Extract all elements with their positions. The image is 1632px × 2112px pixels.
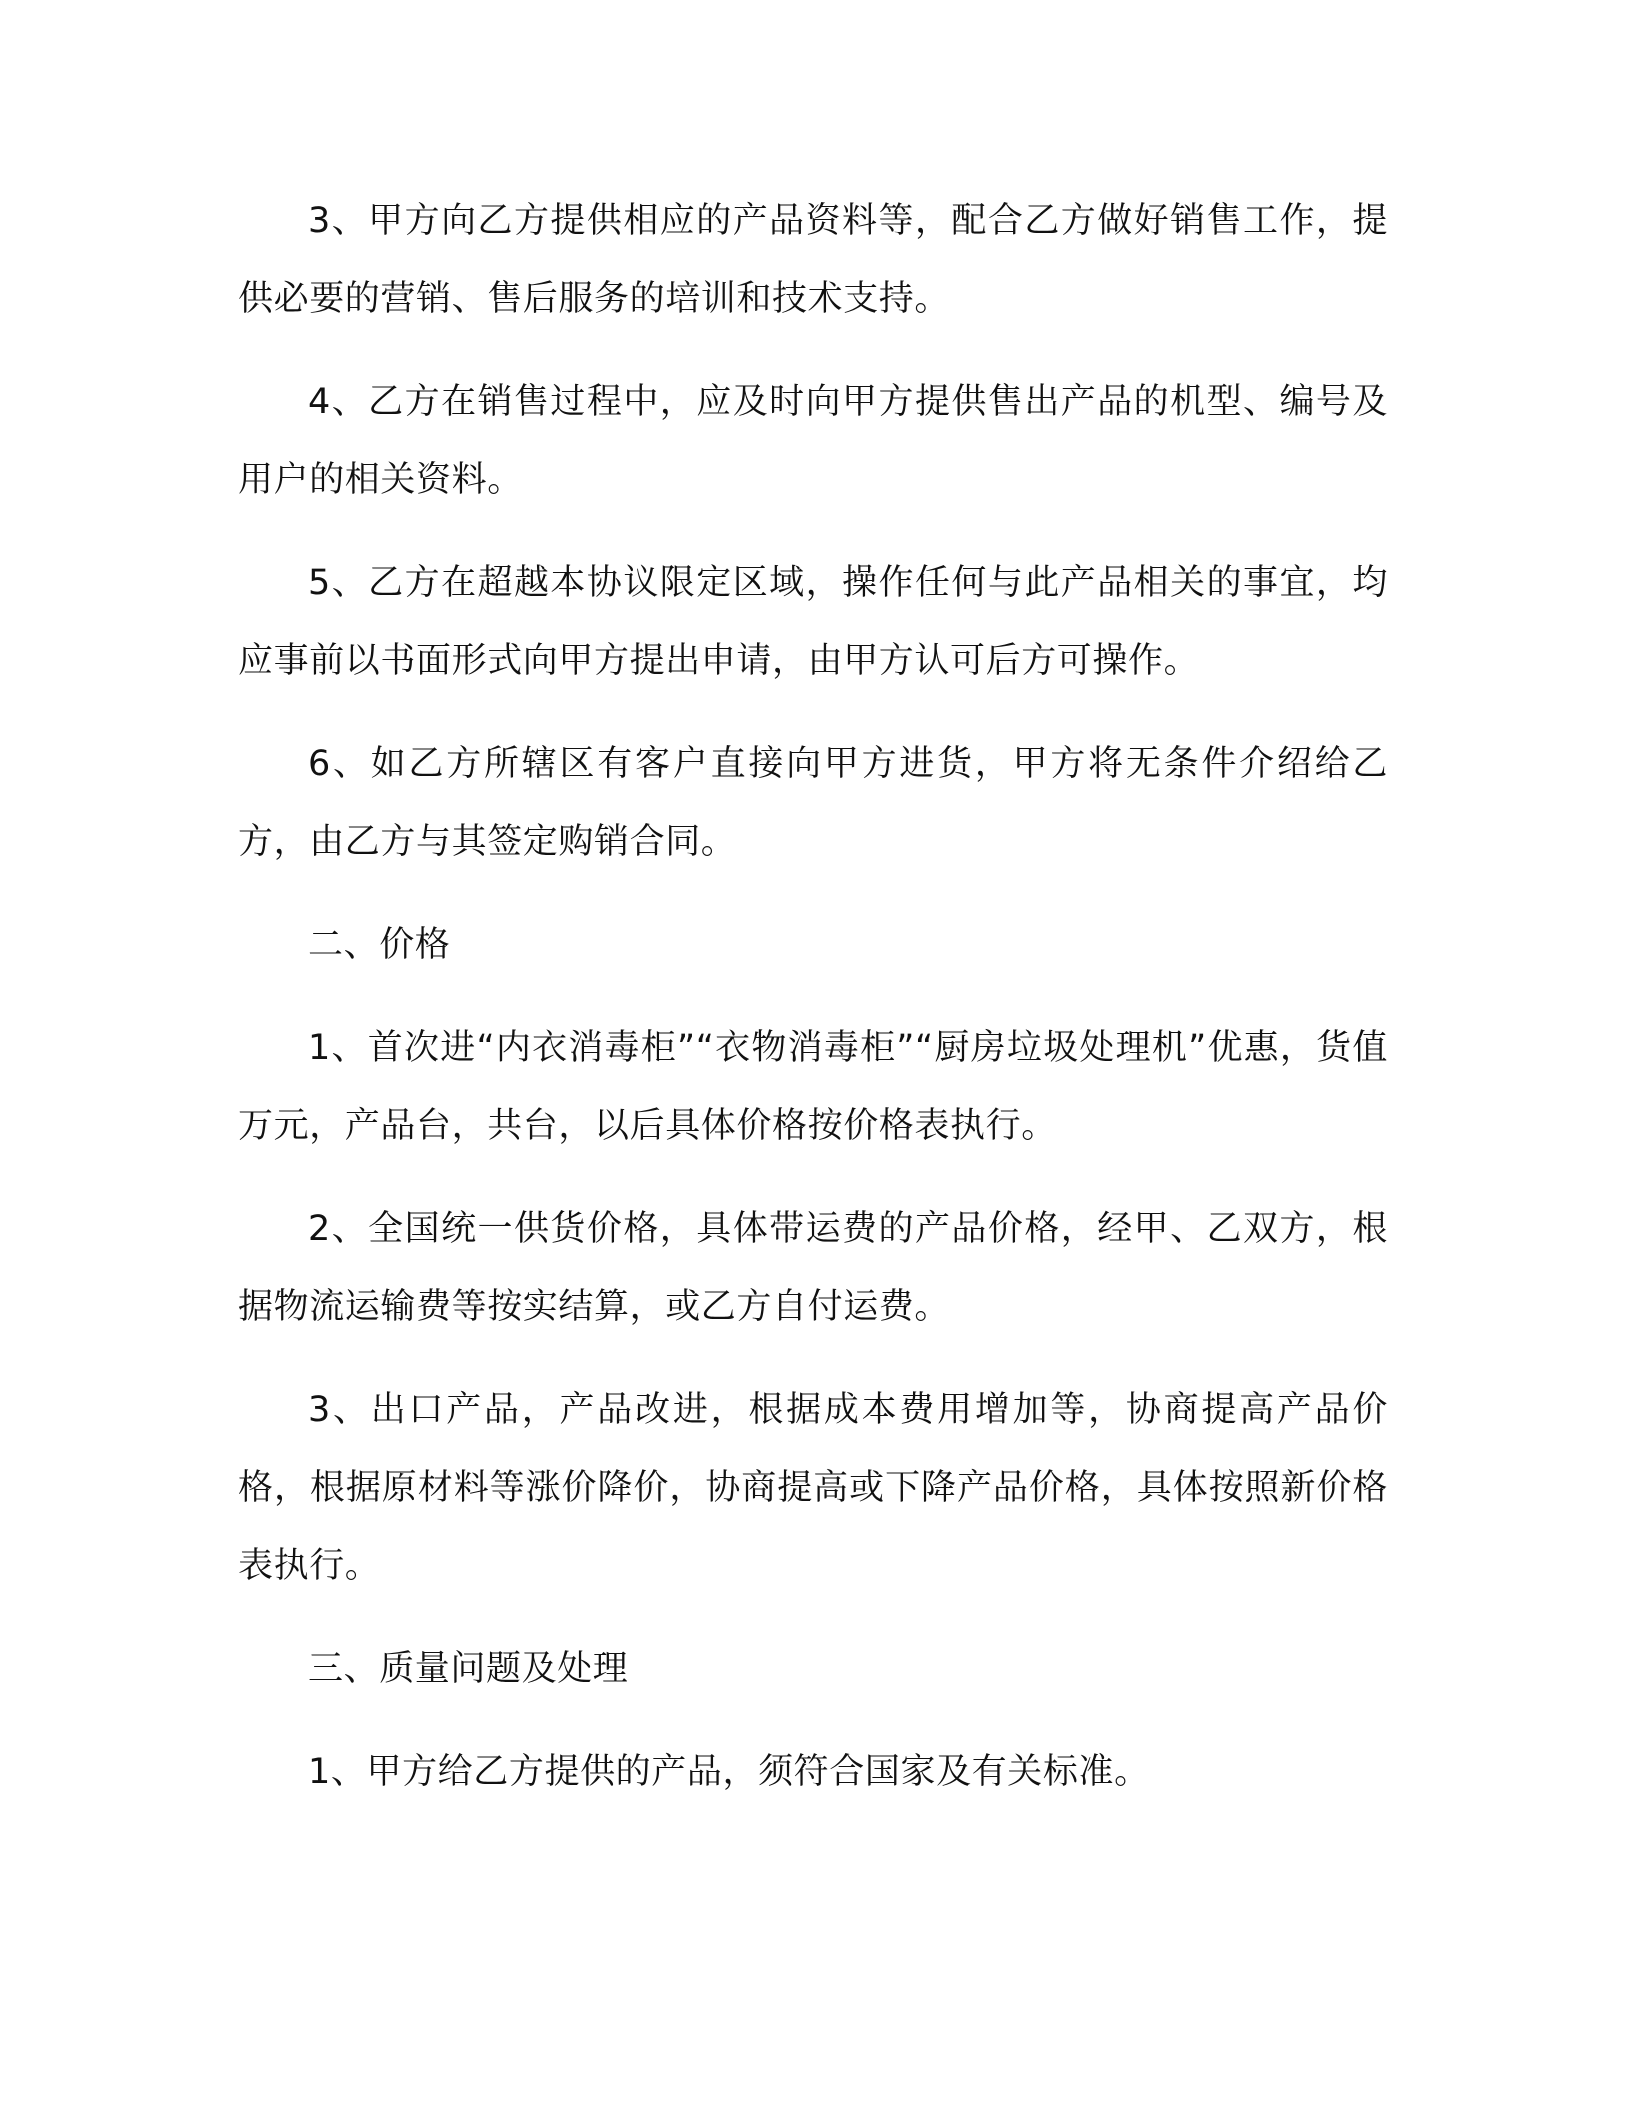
price-clause-1: 1、首次进“内衣消毒柜”“衣物消毒柜”“厨房垃圾处理机”优惠，货值万元，产品台，共台，以后具体价格按价格表执行。 (238, 1028, 1388, 1146)
section-heading-quality: 三、质量问题及处理 (308, 1649, 629, 1689)
quality-clause-1: 1、甲方给乙方提供的产品，须符合国家及有关标准。 (308, 1752, 1150, 1792)
clause-6-customer-referral: 6、如乙方所辖区有客户直接向甲方进货，甲方将无条件介绍给乙方，由乙方与其签定购销合同。 (238, 744, 1388, 862)
clause-3-product-materials: 3、甲方向乙方提供相应的产品资料等，配合乙方做好销售工作，提供必要的营销、售后服务的培训和技术支持。 (238, 201, 1388, 319)
price-clause-2: 2、全国统一供货价格，具体带运费的产品价格，经甲、乙双方，根据物流运输费等按实结算，或乙方自付运费。 (238, 1209, 1388, 1327)
price-clause-3: 3、出口产品，产品改进，根据成本费用增加等，协商提高产品价格，根据原材料等涨价降价，协商提高或下降产品价格，具体按照新价格表执行。 (238, 1390, 1388, 1586)
clause-5-region-limit: 5、乙方在超越本协议限定区域，操作任何与此产品相关的事宜，均应事前以书面形式向甲方提出申请，由甲方认可后方可操作。 (238, 563, 1388, 681)
section-heading-price: 二、价格 (308, 925, 451, 965)
document-body (238, 182, 1388, 1811)
clause-4-sales-records: 4、乙方在销售过程中，应及时向甲方提供售出产品的机型、编号及用户的相关资料。 (238, 382, 1388, 500)
